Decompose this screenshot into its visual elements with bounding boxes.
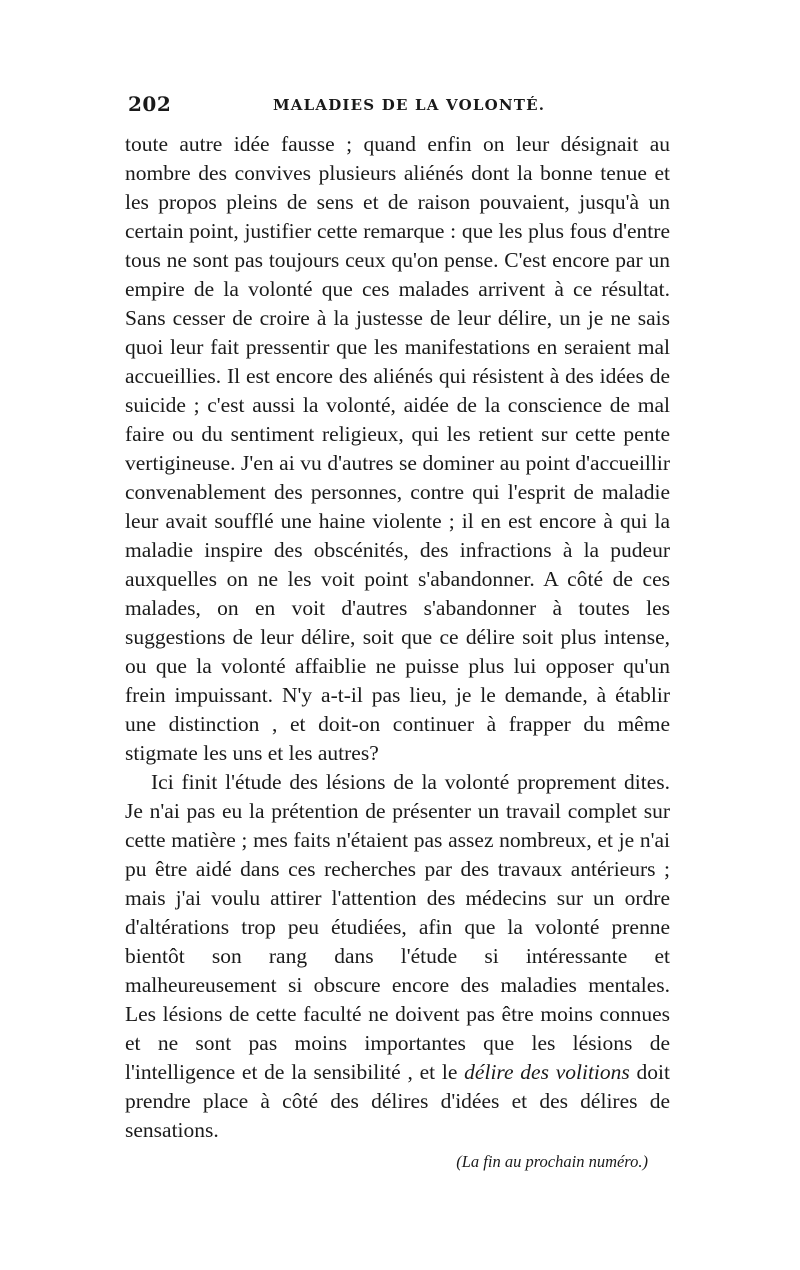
body-paragraph-2-start: Ici finit l'étude des lésions de la volonté proprement dites. Je n'ai pas eu la prétention de présenter un travail complet sur cette matière ; mes faits n'étaient pas assez nombreux, et je n'ai pu être aidé dans ces recherches par des travaux antérieurs ; mais j'ai voulu attirer l'attention des médecins sur un ordre d'altérations trop peu étudiées, afin que la volonté prenne bientôt son rang dans l'étude si intéressante et malheureusement si obscure encore des maladies mentales. Les lésions de cette faculté ne doivent pas être moins connues et ne sont pas moins importantes que les lésions de l'intelligence et de la sensibilité , et le (125, 770, 670, 1084)
running-title: MALADIES DE LA VOLONTÉ. (273, 96, 546, 114)
page-number: 202 (128, 92, 172, 116)
page-header (125, 92, 670, 122)
body-paragraph-1: toute autre idée fausse ; quand enfin on leur désignait au nombre des convives plusieurs aliénés dont la bonne tenue et les propos pleins de sens et de raison pouvaient, jusqu'à un certain point, justifier cette remarque : que les plus fous d'entre tous ne sont pas toujours ceux qu'on pense. C'est encore par un empire de la volonté que ces malades arrivent à ce résultat. Sans cesser de croire à la justesse de leur délire, un je ne sais quoi leur fait pressentir que les manifestations en seraient mal accueillies. Il est encore des aliénés qui résistent à des idées de suicide ; c'est aussi la volonté, aidée de la conscience de mal faire ou du sentiment religieux, qui les retient sur cette pente vertigineuse. J'en ai vu d'autres se dominer au point d'accueillir convenablement des personnes, contre qui l'esprit de maladie leur avait soufflé une haine violente ; il en est encore à qui la maladie inspire des obscénités, des infractions à la pudeur auxquelles on ne les voit point s'abandonner. A côté de ces malades, on en voit d'autres s'abandonner à toutes les suggestions de leur délire, soit que ce délire soit plus intense, ou que la volonté affaiblie ne puisse plus lui opposer qu'un frein impuissant. N'y a-t-il pas lieu, je le demande, à établir une distinction , et doit-on continuer à frapper du même stigmate les uns et les autres? (125, 132, 670, 765)
body-paragraph-2-italic: délire des volitions (464, 1060, 630, 1084)
body-paragraph-2 (125, 768, 670, 1145)
body-paragraph-2-end: doit prendre place à côté des délires d'idées et des délires de sensations. (125, 1060, 670, 1142)
book-page (125, 92, 670, 1172)
continuation-note: (La fin au prochain numéro.) (456, 1152, 648, 1171)
